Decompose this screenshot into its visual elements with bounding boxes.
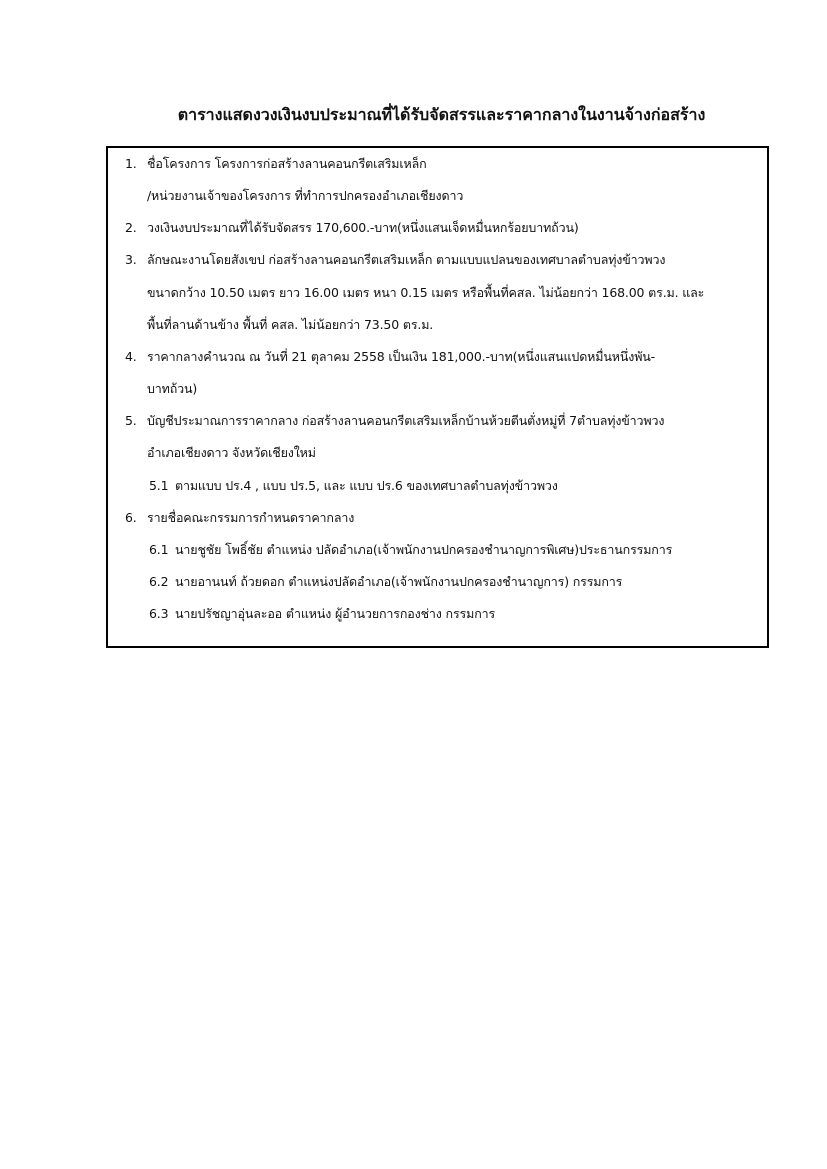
item-6-2-number: 6.2 (149, 574, 169, 589)
item-3-description-line1: ลักษณะงานโดยสังเขป ก่อสร้างลานคอนกรีตเสริมเหล็ก ตามแบบแปลนของเทศบาลตำบลทุ่งข้าวพวง (147, 252, 666, 267)
item-2-budget: วงเงินงบประมาณที่ได้รับจัดสรร 170,600.-บาท(หนึ่งแสนเจ็ดหมื่นหกร้อยบาทถ้วน) (147, 220, 579, 235)
item-6-3-number: 6.3 (149, 606, 169, 621)
item-5-estimate-line1: บัญชีประมาณการราคากลาง ก่อสร้างลานคอนกรีตเสริมเหล็กบ้านห้วยตีนตั่งหมู่ที่ 7ตำบลทุ่งข้าวพวง (147, 413, 665, 428)
item-5-number: 5. (125, 413, 137, 428)
item-3-description-line2: ขนาดกว้าง 10.50 เมตร ยาว 16.00 เมตร หนา 0.15 เมตร หรือพื้นที่คสล. ไม่น้อยกว่า 168.00 ตร.ม. และ (147, 285, 705, 300)
item-1-number: 1. (125, 156, 137, 171)
item-1 (125, 155, 427, 173)
item-6-committee-heading: รายชื่อคณะกรรมการกำหนดราคากลาง (147, 510, 355, 525)
item-5-estimate-line2: อำเภอเชียงดาว จังหวัดเชียงใหม่ (147, 445, 316, 460)
item-4-median-price-line2: บาทถ้วน) (147, 381, 198, 396)
item-4-number: 4. (125, 349, 137, 364)
item-4 (125, 348, 655, 366)
item-5-1 (149, 477, 558, 495)
item-6-3 (149, 605, 495, 623)
item-5-1-number: 5.1 (149, 478, 169, 493)
item-4-median-price-line1: ราคากลางคำนวณ ณ วันที่ 21 ตุลาคม 2558 เป็นเงิน 181,000.-บาท(หนึ่งแสนแปดหมื่นหนึ่งพัน- (147, 349, 656, 364)
item-1-agency: /หน่วยงานเจ้าของโครงการ ที่ทำการปกครองอำเภอเชียงดาว (147, 188, 464, 203)
item-5 (125, 412, 664, 430)
item-6-1 (149, 541, 672, 559)
page-title: ตารางแสดงวงเงินงบประมาณที่ได้รับจัดสรรและราคากลางในงานจ้างก่อสร้าง (177, 105, 706, 124)
item-1-project-name: ชื่อโครงการ โครงการก่อสร้างลานคอนกรีตเสริมเหล็ก (147, 156, 427, 171)
item-6-number: 6. (125, 510, 137, 525)
item-6-1-number: 6.1 (149, 542, 169, 557)
item-3 (125, 251, 665, 269)
item-2-number: 2. (125, 220, 137, 235)
item-6-2-text: นายอานนท์ ถ้วยดอก ตำแหน่งปลัดอำเภอ(เจ้าพนักงานปกครองชำนาญการ) กรรมการ (175, 574, 623, 589)
item-2 (125, 219, 579, 237)
item-6-1-text: นายชูชัย โพธิ์ชัย ตำแหน่ง ปลัดอำเภอ(เจ้าพนักงานปกครองชำนาญการพิเศษ)ประธานกรรมการ (175, 542, 673, 557)
content-box (106, 146, 769, 648)
item-3-number: 3. (125, 252, 137, 267)
item-6-2 (149, 573, 622, 591)
item-6-3-text: นายปรัชญาอุ่นละออ ตำแหน่ง ผู้อำนวยการกองช่าง กรรมการ (175, 606, 496, 621)
item-3-description-line3: พื้นที่ลานด้านข้าง พื้นที่ คสล. ไม่น้อยกว่า 73.50 ตร.ม. (147, 317, 434, 332)
item-5-1-text: ตามแบบ ปร.4 , แบบ ปร.5, และ แบบ ปร.6 ของเทศบาลตำบลทุ่งข้าวพวง (175, 478, 558, 493)
item-6 (125, 509, 354, 527)
